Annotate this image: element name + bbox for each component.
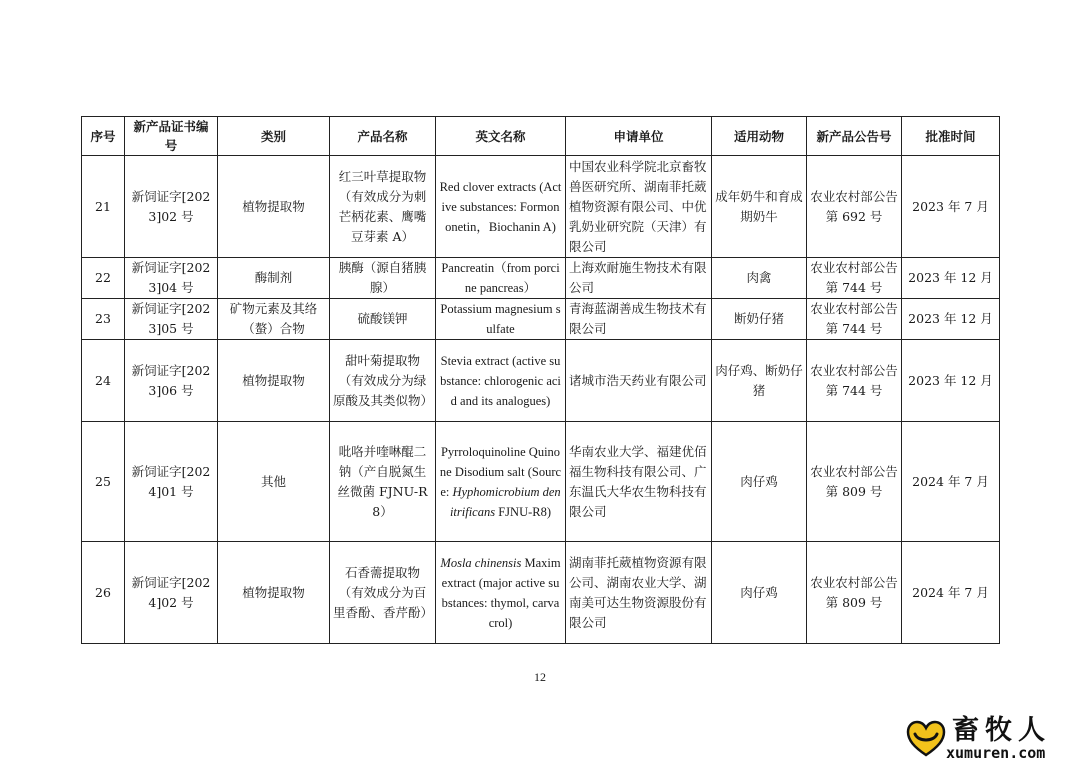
header-cell-applicant: 申请单位 [566, 117, 712, 156]
cell-announcement: 农业农村部公告第 809 号 [807, 542, 902, 644]
cell-english: Pancreatin（from porcine pancreas） [436, 258, 566, 299]
cell-product: 吡咯并喹啉醌二钠（产自脱氮生丝微菌 FJNU-R8） [330, 422, 436, 542]
cell-category: 植物提取物 [218, 340, 330, 422]
watermark-logo [906, 716, 1072, 762]
cell-date: 2023 年 7 月 [902, 156, 1000, 258]
watermark-url: xumuren.com [946, 744, 1046, 762]
cell-cert: 新饲证字[2024]02 号 [125, 542, 218, 644]
cell-animals: 肉仔鸡、断奶仔猪 [712, 340, 807, 422]
cell-animals: 肉仔鸡 [712, 542, 807, 644]
cell-cert: 新饲证字[2023]02 号 [125, 156, 218, 258]
english-text-tail: Maxim extract (major active substances: thymol, carvacrol) [441, 555, 561, 630]
heart-logo-icon [906, 720, 946, 758]
table-row [82, 422, 1000, 542]
cell-category: 其他 [218, 422, 330, 542]
cell-announcement: 农业农村部公告第 744 号 [807, 299, 902, 340]
cell-english: Stevia extract (active substance: chlorogenic acid and its analogues) [436, 340, 566, 422]
header-cell-date: 批准时间 [902, 117, 1000, 156]
cell-cert: 新饲证字[2023]05 号 [125, 299, 218, 340]
cell-product: 甜叶菊提取物（有效成分为绿原酸及其类似物） [330, 340, 436, 422]
cell-applicant: 青海蓝湖善成生物技术有限公司 [566, 299, 712, 340]
cell-cert: 新饲证字[2024]01 号 [125, 422, 218, 542]
cell-no: 24 [82, 340, 125, 422]
table-row [82, 299, 1000, 340]
cell-no: 21 [82, 156, 125, 258]
cell-english: Red clover extracts (Active substances: Formononetin，Biochanin A) [436, 156, 566, 258]
cell-category: 矿物元素及其络（螯）合物 [218, 299, 330, 340]
cell-no: 22 [82, 258, 125, 299]
cell-date: 2023 年 12 月 [902, 299, 1000, 340]
header-cell-product: 产品名称 [330, 117, 436, 156]
cell-animals: 肉禽 [712, 258, 807, 299]
header-cell-no: 序号 [82, 117, 125, 156]
cell-applicant: 诸城市浩天药业有限公司 [566, 340, 712, 422]
cell-animals: 断奶仔猪 [712, 299, 807, 340]
table-header-row [82, 117, 1000, 156]
cell-category: 植物提取物 [218, 156, 330, 258]
table-row [82, 542, 1000, 644]
cell-no: 25 [82, 422, 125, 542]
table-row [82, 156, 1000, 258]
cell-category: 植物提取物 [218, 542, 330, 644]
header-cell-announcement: 新产品公告号 [807, 117, 902, 156]
page-number: 12 [534, 670, 546, 684]
cell-date: 2024 年 7 月 [902, 422, 1000, 542]
cell-english [436, 542, 566, 644]
cell-announcement: 农业农村部公告第 692 号 [807, 156, 902, 258]
header-cell-category: 类别 [218, 117, 330, 156]
cell-english: Potassium magnesium sulfate [436, 299, 566, 340]
cell-no: 23 [82, 299, 125, 340]
cell-product: 石香薷提取物（有效成分为百里香酚、香芹酚） [330, 542, 436, 644]
cell-date: 2023 年 12 月 [902, 258, 1000, 299]
new-product-certificate-table [81, 116, 1000, 644]
header-cell-english: 英文名称 [436, 117, 566, 156]
table-row [82, 340, 1000, 422]
cell-applicant: 上海欢耐施生物技术有限公司 [566, 258, 712, 299]
cell-cert: 新饲证字[2023]04 号 [125, 258, 218, 299]
cell-animals: 肉仔鸡 [712, 422, 807, 542]
cell-product: 硫酸镁钾 [330, 299, 436, 340]
cell-animals: 成年奶牛和育成期奶牛 [712, 156, 807, 258]
cell-no: 26 [82, 542, 125, 644]
english-italic-text: Hyphomicrobium denitrificans [449, 484, 561, 519]
cell-announcement: 农业农村部公告第 744 号 [807, 258, 902, 299]
cell-category: 酶制剂 [218, 258, 330, 299]
cell-product: 红三叶草提取物（有效成分为刺芒柄花素、鹰嘴豆芽素 A） [330, 156, 436, 258]
cell-announcement: 农业农村部公告第 809 号 [807, 422, 902, 542]
cell-date: 2023 年 12 月 [902, 340, 1000, 422]
english-italic-text: Mosla chinensis [440, 555, 522, 570]
english-text-tail: FJNU-R8) [495, 504, 552, 519]
cell-cert: 新饲证字[2023]06 号 [125, 340, 218, 422]
cell-applicant: 华南农业大学、福建优佰福生物科技有限公司、广东温氏大华农生物科技有限公司 [566, 422, 712, 542]
watermark-name: 畜牧人 [952, 715, 1051, 746]
cell-announcement: 农业农村部公告第 744 号 [807, 340, 902, 422]
cell-date: 2024 年 7 月 [902, 542, 1000, 644]
english-text: Pyrroloquinoline Quinone Disodium salt (Source: [439, 444, 562, 499]
cell-applicant: 湖南菲托葳植物资源有限公司、湖南农业大学、湖南美可达生物资源股份有限公司 [566, 542, 712, 644]
header-cell-animals: 适用动物 [712, 117, 807, 156]
header-cell-cert: 新产品证书编号 [125, 117, 218, 156]
cell-product: 胰酶（源自猪胰腺） [330, 258, 436, 299]
table-row [82, 258, 1000, 299]
cell-english [436, 422, 566, 542]
cell-applicant: 中国农业科学院北京畜牧兽医研究所、湖南菲托葳植物资源有限公司、中优乳奶业研究院（天津）有限公司 [566, 156, 712, 258]
